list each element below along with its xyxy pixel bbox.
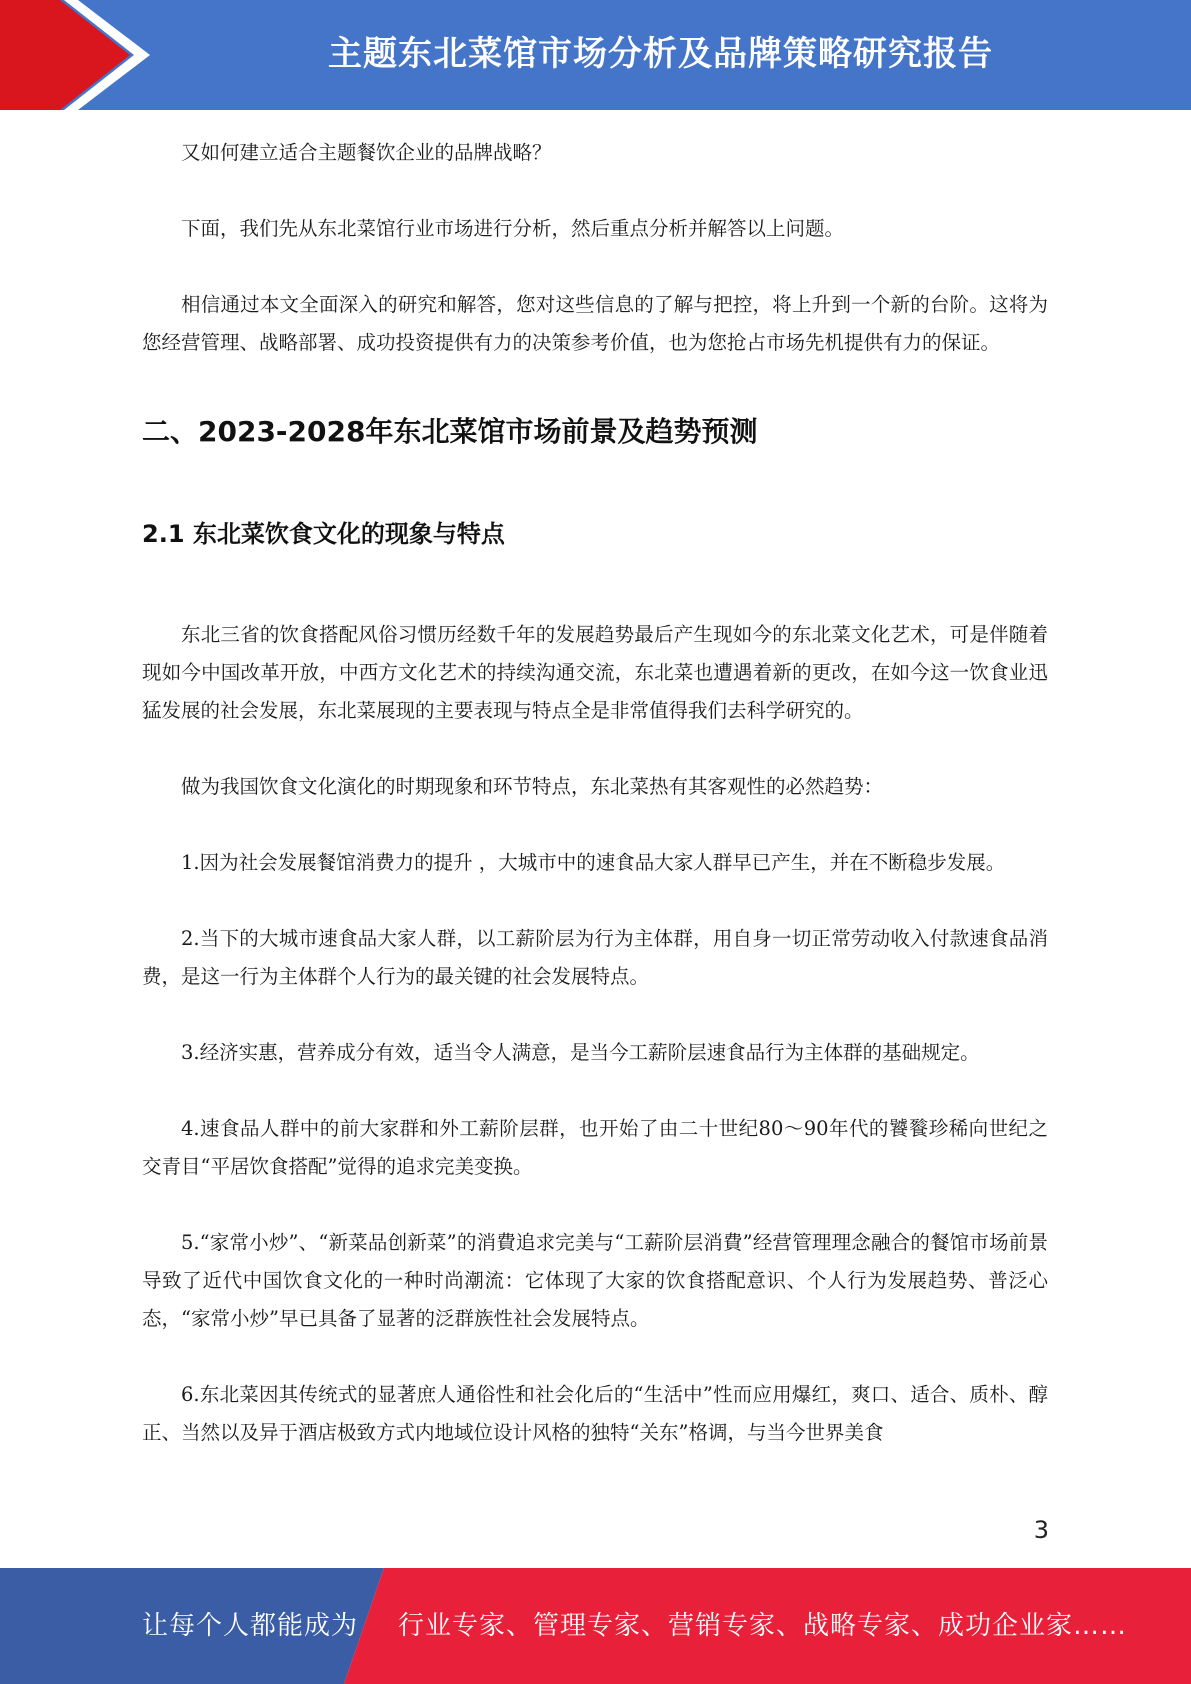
body-paragraph: 做为我国饮食文化演化的时期现象和环节特点，东北菜热有其客观性的必然趋势： [181,775,884,798]
intro-paragraph: 又如何建立适合主题餐饮企业的品牌战略？ [181,141,552,164]
intro-paragraph: 下面，我们先从东北菜馆行业市场进行分析，然后重点分析并解答以上问题。 [181,217,845,240]
list-item: 3.经济实惠，营养成分有效，适当令人满意，是当今工薪阶层速食品行为主体群的基础规定。 [181,1041,980,1064]
list-item: 5.“家常小炒”、“新菜品创新菜”的消費追求完美与“工薪阶层消費”经营管理理念融合的餐馆市场前景导致了近代中国饮食文化的一种时尚潮流：它体现了大家的饮食搭配意识、个人行为发展趋势、普泛心态，“家常小炒”早已具备了显著的泛群族性社会发展特点。 [142,1231,1048,1330]
page-footer [0,1568,1191,1684]
intro-paragraph: 相信通过本文全面深入的研究和解答，您对这些信息的了解与把控，将上升到一个新的台阶。这将为您经营管理、战略部署、成功投资提供有力的决策参考价值，也为您抢占市场先机提供有力的保证。 [142,293,1048,354]
report-title: 主题东北菜馆市场分析及品牌策略研究报告 [328,34,993,74]
page-header [0,0,1191,110]
footer-slogan-lead: 让每个人都能成为 [142,1611,359,1641]
list-item: 2.当下的大城市速食品大家人群，以工薪阶层为行为主体群，用自身一切正常劳动收入付款速食品消费，是这一行为主体群个人行为的最关键的社会发展特点。 [142,927,1048,988]
list-item: 6.东北菜因其传统式的显著庶人通俗性和社会化后的“生活中”性而应用爆红，爽口、适合、质朴、醇正、当然以及异于酒店极致方式内地域位设计风格的独特“关东”格调，与当今世界美食 [142,1383,1048,1444]
body-paragraph: 东北三省的饮食搭配风俗习惯历经数千年的发展趋势最后产生现如今的东北菜文化艺术，可是伴随着现如今中国改革开放，中西方文化艺术的持续沟通交流，东北菜也遭遇着新的更改，在如今这一饮食业迅猛发展的社会发展，东北菜展现的主要表现与特点全是非常值得我们去科学研究的。 [142,623,1048,722]
list-item: 4.速食品人群中的前大家群和外工薪阶层群，也开始了由二十世纪80～90年代的饕餮珍稀向世纪之交青目“平居饮食搭配”觉得的追求完美变换。 [142,1117,1048,1178]
page-number: 3 [1033,1516,1049,1544]
list-item: 1.因为社会发展餐馆消费力的提升 ，大城市中的速食品大家人群早已产生，并在不断稳步发展。 [181,851,1006,874]
subsection-heading: 2.1 东北菜饮食文化的现象与特点 [142,520,505,548]
section-heading: 二、2023-2028年东北菜馆市场前景及趋势预测 [142,415,758,448]
footer-slogan-roles: 行业专家、管理专家、营销专家、战略专家、成功企业家…… [398,1611,1128,1641]
document-body [142,134,1048,1452]
header-arrow-decoration [0,0,160,110]
